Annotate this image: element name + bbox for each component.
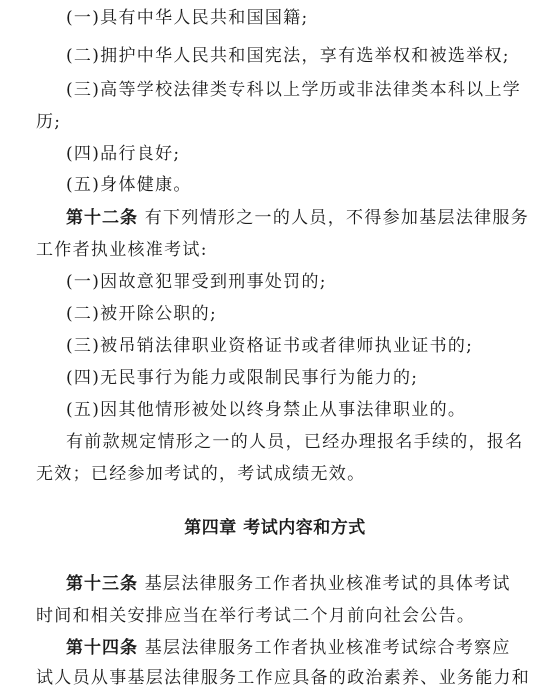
article-14-text: 基层法律服务工作者执业核准考试综合考察应 (144, 638, 511, 658)
article-12-text: 有下列情形之一的人员，不得参加基层法律服务 (144, 208, 530, 228)
exclusion-item-dismissal: (二)被开除公职的; (66, 304, 217, 324)
list-item-nationality: (一)具有中华人民共和国国籍; (66, 8, 309, 28)
article-14-line1 (0, 638, 550, 658)
list-item-education-cont: 历; (36, 112, 62, 132)
exclusion-item-ban: (五)因其他情形被处以终身禁止从事法律职业的。 (66, 400, 467, 420)
chapter-heading: 第四章 考试内容和方式 (184, 518, 366, 538)
article-14-heading: 第十四条 (66, 638, 138, 658)
list-item-education: (三)高等学校法律类专科以上学历或非法律类本科以上学 (66, 80, 522, 100)
article-13-line1 (0, 574, 550, 594)
list-item-constitution: (二)拥护中华人民共和国宪法，享有选举权和被选举权; (66, 46, 510, 66)
exclusion-item-capacity: (四)无民事行为能力或限制民事行为能力的; (66, 368, 419, 388)
article-12-line2: 工作者执业核准考试: (36, 240, 208, 260)
exclusion-item-crime: (一)因故意犯罪受到刑事处罚的; (66, 272, 327, 292)
list-item-health: (五)身体健康。 (66, 175, 192, 195)
exclusion-item-revoked: (三)被吊销法律职业资格证书或者律师执业证书的; (66, 336, 474, 356)
article-12-para2-line2: 无效；已经参加考试的，考试成绩无效。 (36, 464, 366, 484)
article-12-line1 (0, 208, 550, 228)
article-13-heading: 第十三条 (66, 574, 138, 594)
article-14-line2: 试人员从事基层法律服务工作应具备的政治素养、业务能力和 (36, 668, 531, 688)
article-13-line2: 时间和相关安排应当在举行考试二个月前向社会公告。 (36, 606, 476, 626)
article-12-para2-line1: 有前款规定情形之一的人员，已经办理报名手续的，报名 (66, 432, 524, 452)
list-item-conduct: (四)品行良好; (66, 144, 181, 164)
article-12-heading: 第十二条 (66, 208, 138, 228)
article-13-text: 基层法律服务工作者执业核准考试的具体考试 (144, 574, 511, 594)
